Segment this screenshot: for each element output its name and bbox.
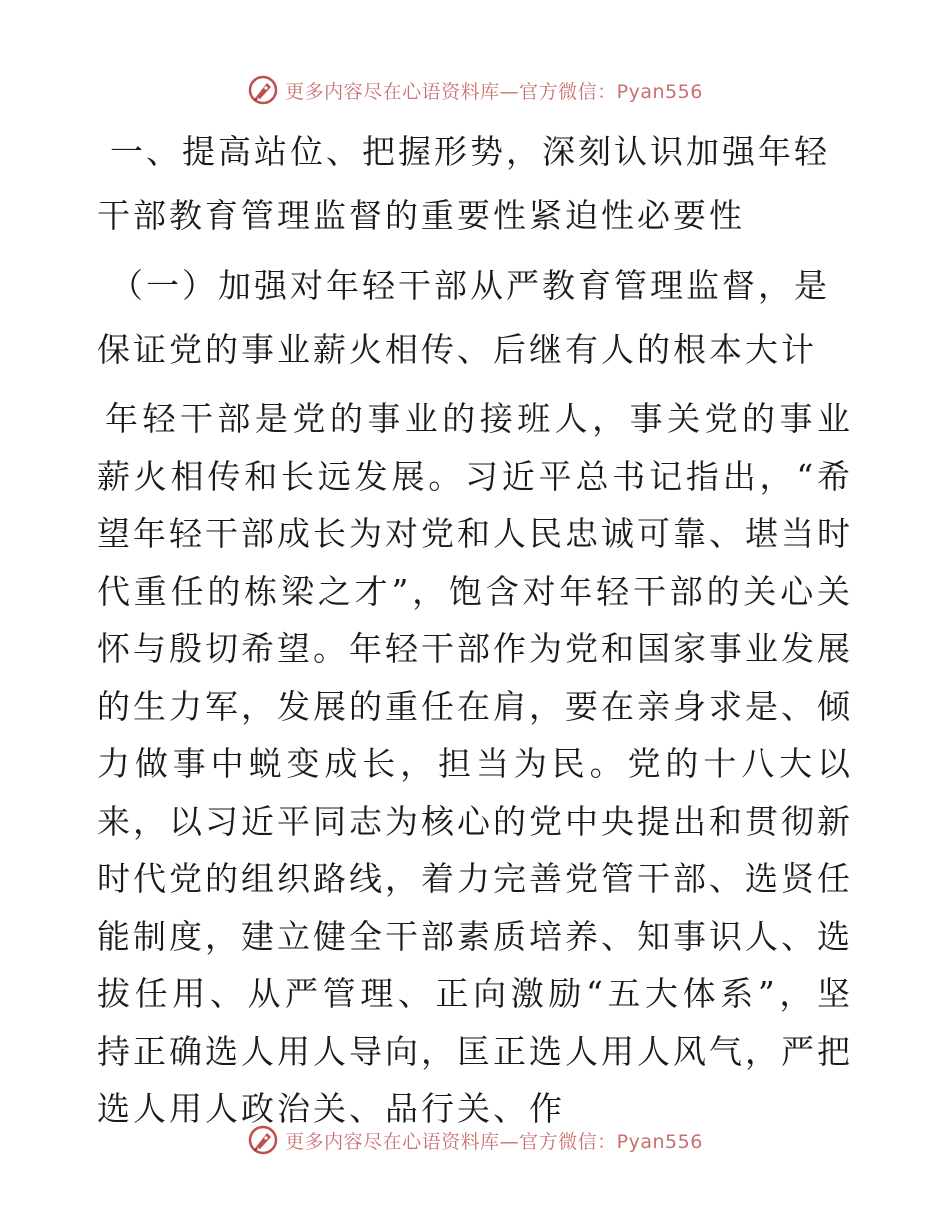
header-watermark-banner xyxy=(0,70,950,110)
body-paragraph: 年轻干部是党的事业的接班人，事关党的事业薪火相传和长远发展。习近平总书记指出，“希望年轻干部成长为对党和人民忠诚可靠、堪当时代重任的栋梁之才”，饱含对年轻干部的关心关怀与殷切希望。年轻干部作为党和国家事业发展的生力军，发展的重任在肩，要在亲身求是、倾力做事中蜕变成长，担当为民。党的十八大以来，以习近平同志为核心的党中央提出和贯彻新时代党的组织路线，着力完善党管干部、选贤任能制度，建立健全干部素质培养、知事识人、选拔任用、从严管理、正向激励“五大体系”，坚持正确选人用人导向，匡正选人用人风气，严把选人用人政治关、品行关、作 xyxy=(97,399,853,1128)
document-body xyxy=(97,120,853,1138)
footer-watermark-banner xyxy=(0,1120,950,1160)
pen-nib-logo-icon xyxy=(247,74,279,106)
subsection-heading: （一）加强对年轻干部从严教育管理监督，是保证党的事业薪火相传、后继有人的根本大计 xyxy=(97,266,830,369)
pen-nib-logo-icon xyxy=(247,1124,279,1156)
watermark-text: 更多内容尽在心语资料库—官方微信：Pyan556 xyxy=(285,80,703,103)
watermark-text: 更多内容尽在心语资料库—官方微信：Pyan556 xyxy=(285,1130,703,1153)
section-heading: 一、提高站位、把握形势，深刻认识加强年轻干部教育管理监督的重要性紧迫性必要性 xyxy=(97,132,830,235)
